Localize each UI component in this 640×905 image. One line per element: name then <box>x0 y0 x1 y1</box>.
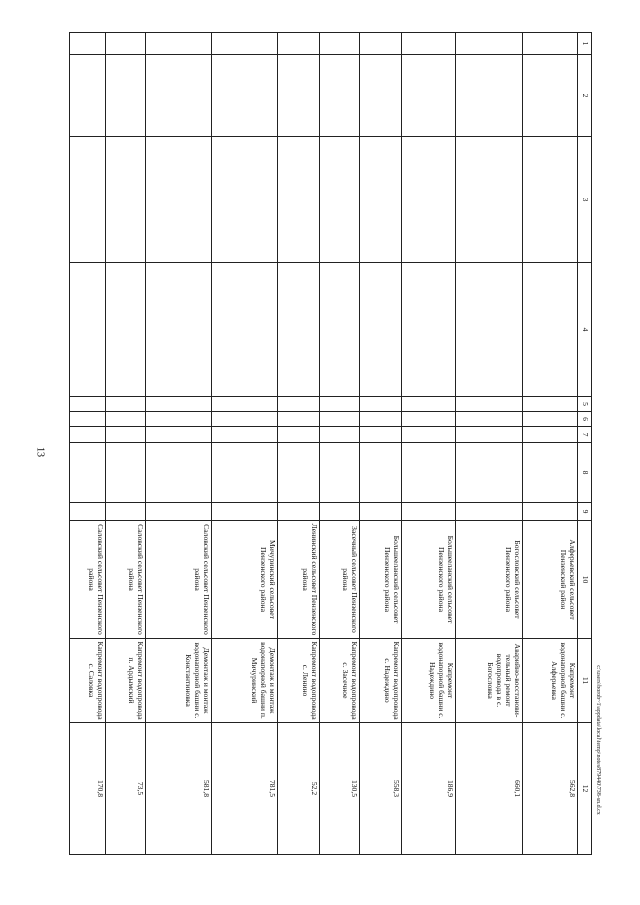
column-number-row <box>578 33 592 855</box>
table-cell <box>146 427 212 443</box>
table-cell <box>320 263 360 397</box>
table-cell <box>402 55 456 137</box>
table-cell <box>212 137 278 263</box>
table-row <box>360 33 402 855</box>
table-cell <box>456 55 523 137</box>
col-header: 5 <box>578 397 592 412</box>
table-cell <box>278 412 320 427</box>
page-number: 13 <box>34 447 46 457</box>
table-row <box>320 33 360 855</box>
table-row <box>212 33 278 855</box>
table-cell <box>320 427 360 443</box>
amount-cell: 52,2 <box>278 723 320 855</box>
table-cell <box>212 503 278 521</box>
table-cell <box>456 503 523 521</box>
municipality-cell: Саловский сельсовет Пензенского района <box>70 521 106 639</box>
amount-cell: 73,5 <box>106 723 146 855</box>
amount-cell: 660,1 <box>456 723 523 855</box>
col-header: 2 <box>578 55 592 137</box>
table-cell <box>70 412 106 427</box>
amount-cell: 170,8 <box>70 723 106 855</box>
table-row <box>402 33 456 855</box>
table-row <box>70 33 106 855</box>
table-cell <box>523 503 578 521</box>
table-cell <box>523 55 578 137</box>
table-cell <box>523 443 578 503</box>
data-table <box>69 32 592 855</box>
table-cell <box>456 412 523 427</box>
table-row <box>456 33 523 855</box>
table-cell <box>456 427 523 443</box>
table-cell <box>320 137 360 263</box>
table-cell <box>278 263 320 397</box>
table-cell <box>456 137 523 263</box>
table-row <box>106 33 146 855</box>
table-cell <box>70 33 106 55</box>
table-cell <box>212 397 278 412</box>
table-row <box>146 33 212 855</box>
municipality-cell: Большееланский сельсовет Пензенского района <box>360 521 402 639</box>
table-cell <box>278 503 320 521</box>
table-cell <box>320 33 360 55</box>
table-cell <box>146 503 212 521</box>
table-cell <box>212 263 278 397</box>
table-cell <box>146 397 212 412</box>
table-cell <box>360 263 402 397</box>
table-cell <box>360 33 402 55</box>
col-header: 6 <box>578 412 592 427</box>
table-row <box>523 33 578 855</box>
table-cell <box>523 397 578 412</box>
work-description-cell: Аварийно-восстанови-тельный ремонт водопровода в с. Богословка <box>456 639 523 723</box>
table-cell <box>360 55 402 137</box>
file-path-footer: c:\users\borob~1\appdata\local\temp\notes879440\738-sn.d.cx <box>595 665 601 815</box>
table-cell <box>320 412 360 427</box>
work-description-cell: Капремонт водопровода с. Засечное <box>320 639 360 723</box>
table-cell <box>456 33 523 55</box>
work-description-cell: Демонтаж и монтаж водонапорной башни п. Мичуринский <box>212 639 278 723</box>
col-header: 12 <box>578 723 592 855</box>
table-cell <box>146 137 212 263</box>
table-cell <box>402 397 456 412</box>
table-cell <box>523 137 578 263</box>
table-cell <box>106 33 146 55</box>
table-cell <box>106 427 146 443</box>
rotated-table-container <box>84 32 592 854</box>
table-cell <box>70 503 106 521</box>
table-cell <box>106 397 146 412</box>
col-header: 4 <box>578 263 592 397</box>
municipality-cell: Саловский сельсовет Пензенского района <box>106 521 146 639</box>
table-cell <box>70 137 106 263</box>
table-cell <box>402 137 456 263</box>
municipality-cell: Ленинский сельсовет Пензенского района <box>278 521 320 639</box>
table-cell <box>402 427 456 443</box>
table-cell <box>70 55 106 137</box>
table-cell <box>106 55 146 137</box>
work-description-cell: Капремонт водопровода с. Ленино <box>278 639 320 723</box>
table-cell <box>402 33 456 55</box>
table-cell <box>360 427 402 443</box>
table-cell <box>320 55 360 137</box>
table-cell <box>212 412 278 427</box>
table-cell <box>146 33 212 55</box>
table-cell <box>146 263 212 397</box>
table-cell <box>146 412 212 427</box>
table-cell <box>523 33 578 55</box>
table-cell <box>360 443 402 503</box>
table-cell <box>360 503 402 521</box>
table-cell <box>70 263 106 397</box>
amount-cell: 130,5 <box>320 723 360 855</box>
table-cell <box>320 443 360 503</box>
col-header: 10 <box>578 521 592 639</box>
table-cell <box>106 443 146 503</box>
amount-cell: 186,9 <box>402 723 456 855</box>
municipality-cell: Саловский сельсовет Пензенского района <box>146 521 212 639</box>
table-row <box>278 33 320 855</box>
table-cell <box>70 427 106 443</box>
work-description-cell: Демонтаж и монтаж водонапорной башни с. Константиновка <box>146 639 212 723</box>
amount-cell: 558,3 <box>360 723 402 855</box>
table-cell <box>278 443 320 503</box>
table-cell <box>212 443 278 503</box>
municipality-cell: Мичуринский сельсовет Пензенского района <box>212 521 278 639</box>
amount-cell: 581,8 <box>146 723 212 855</box>
table-cell <box>212 427 278 443</box>
municipality-cell: Богословский сельсовет Пензенского района <box>456 521 523 639</box>
table-cell <box>523 427 578 443</box>
table-cell <box>278 397 320 412</box>
col-header: 7 <box>578 427 592 443</box>
table-cell <box>278 33 320 55</box>
table-cell <box>278 427 320 443</box>
work-description-cell: Капремонт водопровода с. Саловка <box>70 639 106 723</box>
table-cell <box>456 443 523 503</box>
table-cell <box>402 443 456 503</box>
amount-cell: 562,8 <box>523 723 578 855</box>
col-header: 3 <box>578 137 592 263</box>
table-cell <box>106 503 146 521</box>
municipality-cell: Засечный сельсовет Пензенского района <box>320 521 360 639</box>
work-description-cell: Капремонт водопровода п. Ардымский <box>106 639 146 723</box>
municipality-cell: Большееланский сельсовет Пензенского района <box>402 521 456 639</box>
amount-cell: 781,5 <box>212 723 278 855</box>
table-cell <box>146 55 212 137</box>
table-cell <box>320 503 360 521</box>
table-cell <box>456 397 523 412</box>
table-cell <box>278 55 320 137</box>
table-cell <box>456 263 523 397</box>
col-header: 11 <box>578 639 592 723</box>
table-cell <box>360 397 402 412</box>
table-cell <box>320 397 360 412</box>
table-cell <box>523 412 578 427</box>
table-cell <box>106 263 146 397</box>
col-header: 9 <box>578 503 592 521</box>
work-description-cell: Капремонт водонапорной башни с. Надеждино <box>402 639 456 723</box>
table-cell <box>106 412 146 427</box>
table-cell <box>402 412 456 427</box>
table-cell <box>146 443 212 503</box>
col-header: 8 <box>578 443 592 503</box>
table-cell <box>402 503 456 521</box>
table-cell <box>360 137 402 263</box>
table-cell <box>106 137 146 263</box>
municipality-cell: Алферьевский сельсовет Пензенский район <box>523 521 578 639</box>
table-cell <box>278 137 320 263</box>
table-cell <box>70 443 106 503</box>
table-cell <box>212 33 278 55</box>
table-cell <box>212 55 278 137</box>
table-cell <box>523 263 578 397</box>
table-cell <box>402 263 456 397</box>
col-header: 1 <box>578 33 592 55</box>
work-description-cell: Капремонт водопровода с. Надеждино <box>360 639 402 723</box>
table-cell <box>360 412 402 427</box>
work-description-cell: Капремонт водонапорной башни с. Алферьевка <box>523 639 578 723</box>
table-cell <box>70 397 106 412</box>
